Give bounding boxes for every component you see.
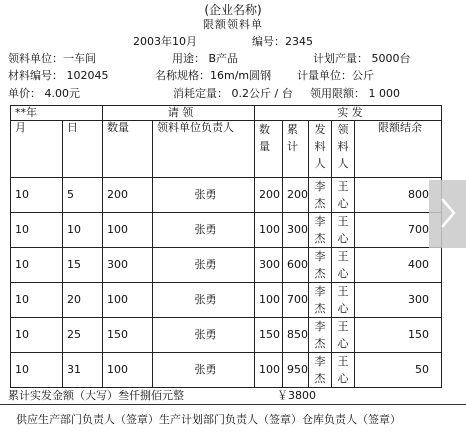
footer-divider: [0, 404, 466, 405]
cell-cumulative: 700: [283, 283, 309, 318]
cell-day: 31: [63, 353, 103, 388]
cell-cumulative: 950: [283, 353, 309, 388]
cell-balance: 150: [355, 318, 442, 353]
cell-person: 张勇: [153, 353, 255, 388]
total-amount-label: 累计实发金额（大写）叁仟捌佰元整: [8, 389, 184, 402]
form-number: 编号：2345: [252, 35, 313, 48]
col-qty-header: 数量: [103, 121, 153, 178]
cell-receiver: 王心: [332, 283, 355, 318]
cell-person: 张勇: [153, 178, 255, 213]
cell-qty: 150: [103, 318, 153, 353]
cell-person: 张勇: [153, 283, 255, 318]
total-amount-value: ￥3800: [277, 389, 316, 402]
cell-issuer: 李杰: [309, 318, 332, 353]
company-name: (企业名称): [204, 3, 262, 17]
cell-balance: 50: [355, 353, 442, 388]
cell-day: 5: [63, 178, 103, 213]
col-cumulative-header: 累计: [283, 121, 309, 178]
cell-day: 20: [63, 283, 103, 318]
cell-receiver: 王心: [332, 318, 355, 353]
info-limit: 领用限额： 1 000: [310, 87, 400, 100]
cell-receiver: 王心: [332, 178, 355, 213]
cell-cumulative: 850: [283, 318, 309, 353]
cell-person: 张勇: [153, 318, 255, 353]
cell-day: 25: [63, 318, 103, 353]
cell-person: 张勇: [153, 213, 255, 248]
col-receiver-header: 领料人: [332, 121, 355, 178]
table-row: [11, 213, 442, 248]
requisition-table: [10, 105, 442, 388]
cell-qty: 100: [103, 353, 153, 388]
cell-receiver: 王心: [332, 248, 355, 283]
cell-cumulative: 600: [283, 248, 309, 283]
col-day-header: 日: [63, 121, 103, 178]
cell-issuer: 李杰: [309, 283, 332, 318]
cell-receiver: 王心: [332, 213, 355, 248]
cell-qty: 300: [103, 248, 153, 283]
chevron-right-icon: [439, 196, 457, 233]
cell-issued: 100: [255, 213, 283, 248]
cell-balance: 300: [355, 283, 442, 318]
info-spec: 名称规格：16m/m圆钢: [155, 69, 272, 82]
cell-person: 张勇: [153, 248, 255, 283]
cell-month: 10: [11, 283, 63, 318]
cell-issued: 200: [255, 178, 283, 213]
cell-month: 10: [11, 248, 63, 283]
info-consumption-quota: 消耗定量： 0.2公斤 / 台: [173, 87, 293, 100]
cell-qty: 100: [103, 283, 153, 318]
next-page-button[interactable]: [429, 180, 466, 248]
signature-line: 供应生产部门负责人（签章）生产计划部门负责人（签章）仓库负责人（签章）: [16, 413, 401, 426]
info-material-no: 材料编号： 102045: [8, 69, 109, 82]
form-title: 限额领料单: [203, 18, 263, 31]
cell-issuer: 李杰: [309, 353, 332, 388]
col-issue-qty-header: 数量: [255, 121, 283, 178]
col-month-header: 月: [11, 121, 63, 178]
cell-qty: 200: [103, 178, 153, 213]
cell-month: 10: [11, 353, 63, 388]
cell-issued: 150: [255, 318, 283, 353]
col-issuer-header: 发料人: [309, 121, 332, 178]
cell-month: 10: [11, 318, 63, 353]
cell-cumulative: 200: [283, 178, 309, 213]
info-unit: 计量单位：公斤: [297, 69, 374, 82]
issue-group-header: 实 发: [255, 106, 442, 121]
cell-qty: 100: [103, 213, 153, 248]
col-balance-header: 限额结余: [355, 121, 442, 178]
year-header: **年: [11, 106, 103, 121]
cell-issued: 100: [255, 283, 283, 318]
cell-day: 10: [63, 213, 103, 248]
table-row: [11, 248, 442, 283]
cell-issuer: 李杰: [309, 178, 332, 213]
cell-receiver: 王心: [332, 353, 355, 388]
cell-balance: 700: [355, 213, 442, 248]
info-dept: 领料单位：一车间: [8, 52, 96, 65]
cell-issued: 100: [255, 353, 283, 388]
table-row: [11, 318, 442, 353]
cell-issued: 300: [255, 248, 283, 283]
table-row: [11, 178, 442, 213]
form-date: 2003年10月: [133, 35, 197, 48]
cell-month: 10: [11, 213, 63, 248]
info-price: 单价： 4.00元: [8, 87, 80, 100]
table-row: [11, 283, 442, 318]
cell-month: 10: [11, 178, 63, 213]
info-planned-output: 计划产量： 5000台: [313, 52, 411, 65]
cell-cumulative: 300: [283, 213, 309, 248]
table-row: [11, 353, 442, 388]
cell-day: 15: [63, 248, 103, 283]
info-use: 用途： B产品: [172, 52, 239, 65]
cell-issuer: 李杰: [309, 213, 332, 248]
col-person-header: 领料单位负责人: [153, 121, 255, 178]
request-group-header: 请 领: [103, 106, 255, 121]
cell-balance: 400: [355, 248, 442, 283]
cell-balance: 800: [355, 178, 442, 213]
cell-issuer: 李杰: [309, 248, 332, 283]
